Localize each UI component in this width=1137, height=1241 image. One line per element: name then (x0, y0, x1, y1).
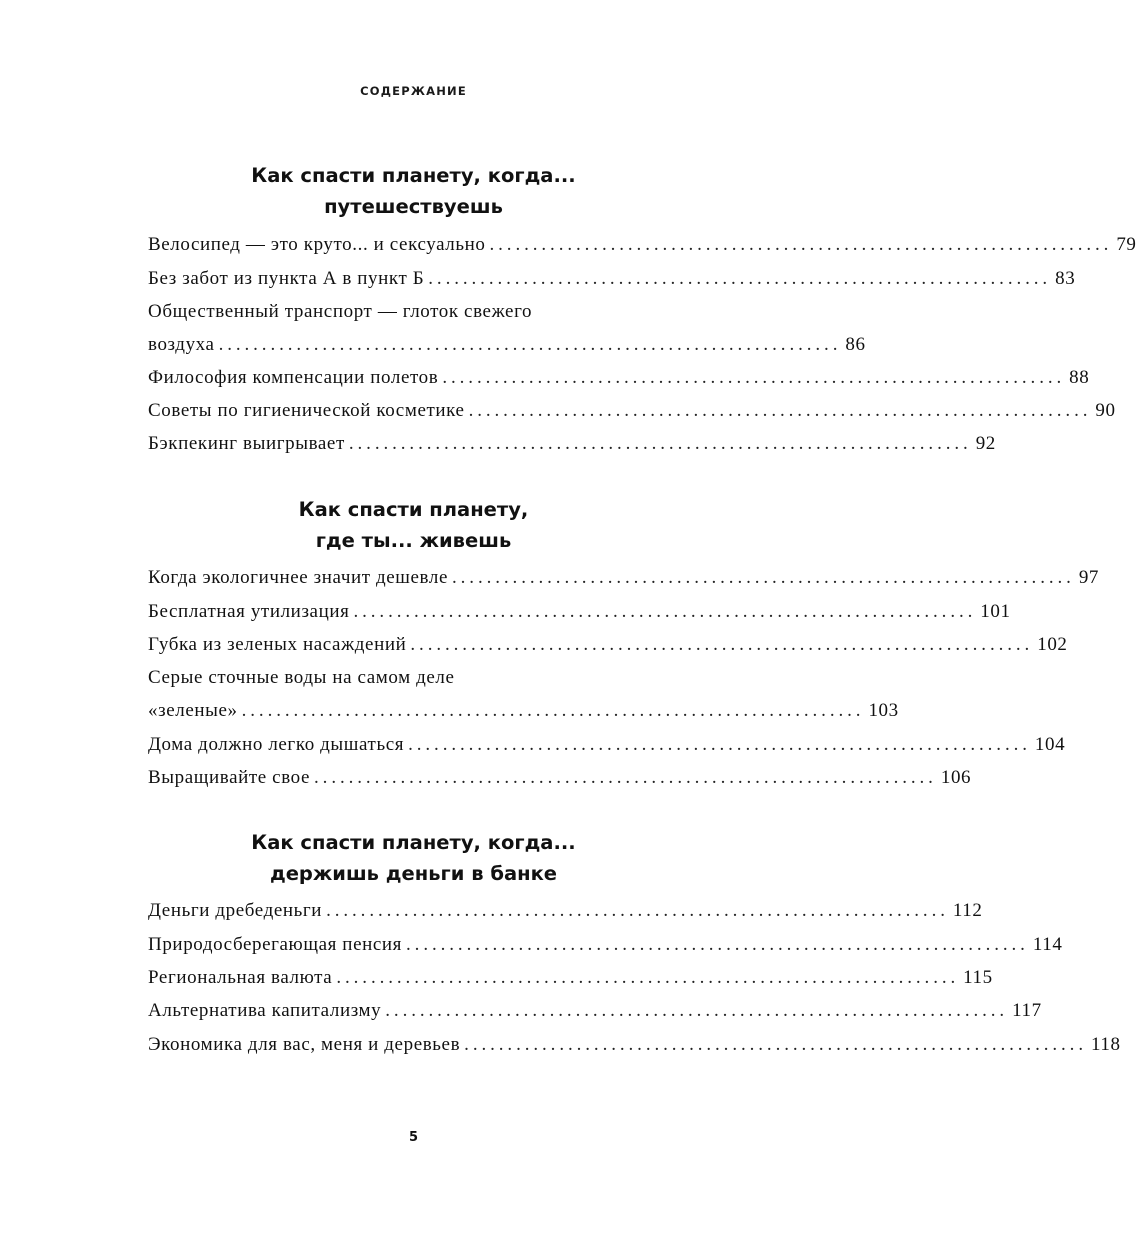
toc-entry (148, 400, 1116, 433)
toc-entry (148, 1034, 1121, 1067)
toc-entry-continuation (148, 334, 866, 367)
toc-entry (148, 734, 1066, 767)
section-title-line: Как спасти планету, (298, 498, 529, 521)
toc-entry-title: Бесплатная утилизация (148, 601, 350, 622)
section-title (0, 160, 827, 222)
dot-leader: ........................................................................ (314, 767, 937, 788)
section-title (0, 827, 827, 889)
dot-leader: ........................................................................ (468, 400, 1092, 421)
section-title-line: где ты... живешь (315, 529, 512, 552)
toc-entry (148, 934, 1063, 967)
section-title (0, 494, 827, 556)
toc-entry-title: Когда экологичнее значит дешевле (148, 567, 448, 588)
toc-entry-title: воздуха (148, 334, 215, 355)
toc-entry-title: «зеленые» (148, 700, 238, 721)
toc-page-number: 106 (940, 767, 972, 788)
dot-leader: ........................................................................ (464, 1034, 1087, 1055)
toc-entry (148, 301, 620, 334)
toc-page-number: 112 (952, 900, 983, 921)
dot-leader: ........................................................................ (336, 967, 960, 988)
toc-entry (148, 601, 1011, 634)
dot-leader: ........................................................................ (442, 367, 1066, 388)
toc-page-number: 115 (963, 967, 993, 988)
toc-entry (148, 767, 972, 800)
toc-page-number: 117 (1012, 1000, 1042, 1021)
dot-leader: ........................................................................ (410, 634, 1034, 655)
toc-entry-title: Советы по гигиенической косметике (148, 400, 465, 421)
toc-entry (148, 567, 1100, 600)
toc-entry-continuation (148, 700, 899, 733)
toc-page-number: 92 (975, 433, 996, 454)
page-number: 5 (408, 1130, 419, 1145)
toc-page-number: 83 (1055, 268, 1076, 289)
toc-entry (148, 667, 620, 700)
dot-leader: ........................................................................ (489, 234, 1113, 255)
toc-entry-title: Дома должно легко дышаться (148, 734, 405, 755)
toc-entry-title: Региональная валюта (148, 967, 333, 988)
toc-page-number: 79 (1116, 234, 1137, 255)
toc-page-number: 118 (1090, 1034, 1121, 1055)
toc-entry (148, 634, 1068, 667)
toc-entry-title: Губка из зеленых насаждений (148, 634, 407, 655)
toc-page-number: 86 (845, 334, 866, 355)
dot-leader: ........................................................................ (428, 268, 1052, 289)
toc-page-number: 103 (868, 700, 899, 721)
toc-entry-title: Бэкпекинг выигрывает (148, 433, 345, 454)
toc-page-number: 90 (1095, 400, 1116, 421)
toc-entry (148, 900, 983, 933)
toc-entry (148, 367, 1090, 400)
section-title-line: Как спасти планету, когда... (251, 831, 576, 854)
toc-entry-title: Деньги дребеденьги (148, 900, 323, 921)
toc-entry (148, 1000, 1042, 1033)
toc-entry-title: Природосберегающая пенсия (148, 934, 403, 955)
dot-leader: ........................................................................ (406, 934, 1029, 955)
toc-entry-title: Экономика для вас, меня и деревьев (148, 1034, 461, 1055)
section-title-line: Как спасти планету, когда... (251, 164, 576, 187)
dot-leader: ........................................................................ (241, 700, 865, 721)
dot-leader: ........................................................................ (348, 433, 972, 454)
dot-leader: ........................................................................ (326, 900, 949, 921)
section-title-line: держишь деньги в банке (269, 862, 558, 885)
section-title-line: путешествуешь (324, 195, 503, 218)
dot-leader: ........................................................................ (408, 734, 1031, 755)
toc-entry-title: Альтернатива капитализму (148, 1000, 382, 1021)
toc-page-number: 104 (1034, 734, 1066, 755)
toc-entry (148, 268, 1076, 301)
toc-entry-title: Общественный транспорт — глоток свежего (148, 301, 533, 322)
toc-entry-title: Без забот из пункта А в пункт Б (148, 268, 425, 289)
toc-page-number: 114 (1032, 934, 1063, 955)
toc-page-number: 97 (1078, 567, 1100, 588)
toc-entry-title: Серые сточные воды на самом деле (148, 667, 455, 688)
toc-entry-title: Велосипед — это круто... и сексуально (148, 234, 486, 255)
toc-entry (148, 967, 993, 1000)
toc-entry-title: Философия компенсации полетов (148, 367, 439, 388)
running-head: СОДЕРЖАНИЕ (360, 84, 467, 98)
toc-entry (148, 234, 1137, 267)
dot-leader: ........................................................................ (452, 567, 1075, 588)
toc-entry-title: Выращивайте свое (148, 767, 311, 788)
dot-leader: ........................................................................ (385, 1000, 1009, 1021)
toc-page-number: 102 (1037, 634, 1068, 655)
dot-leader: ........................................................................ (218, 334, 842, 355)
toc-page-number: 101 (980, 601, 1011, 622)
toc-entry (148, 433, 996, 466)
dot-leader: ........................................................................ (353, 601, 977, 622)
toc-page-number: 88 (1069, 367, 1090, 388)
